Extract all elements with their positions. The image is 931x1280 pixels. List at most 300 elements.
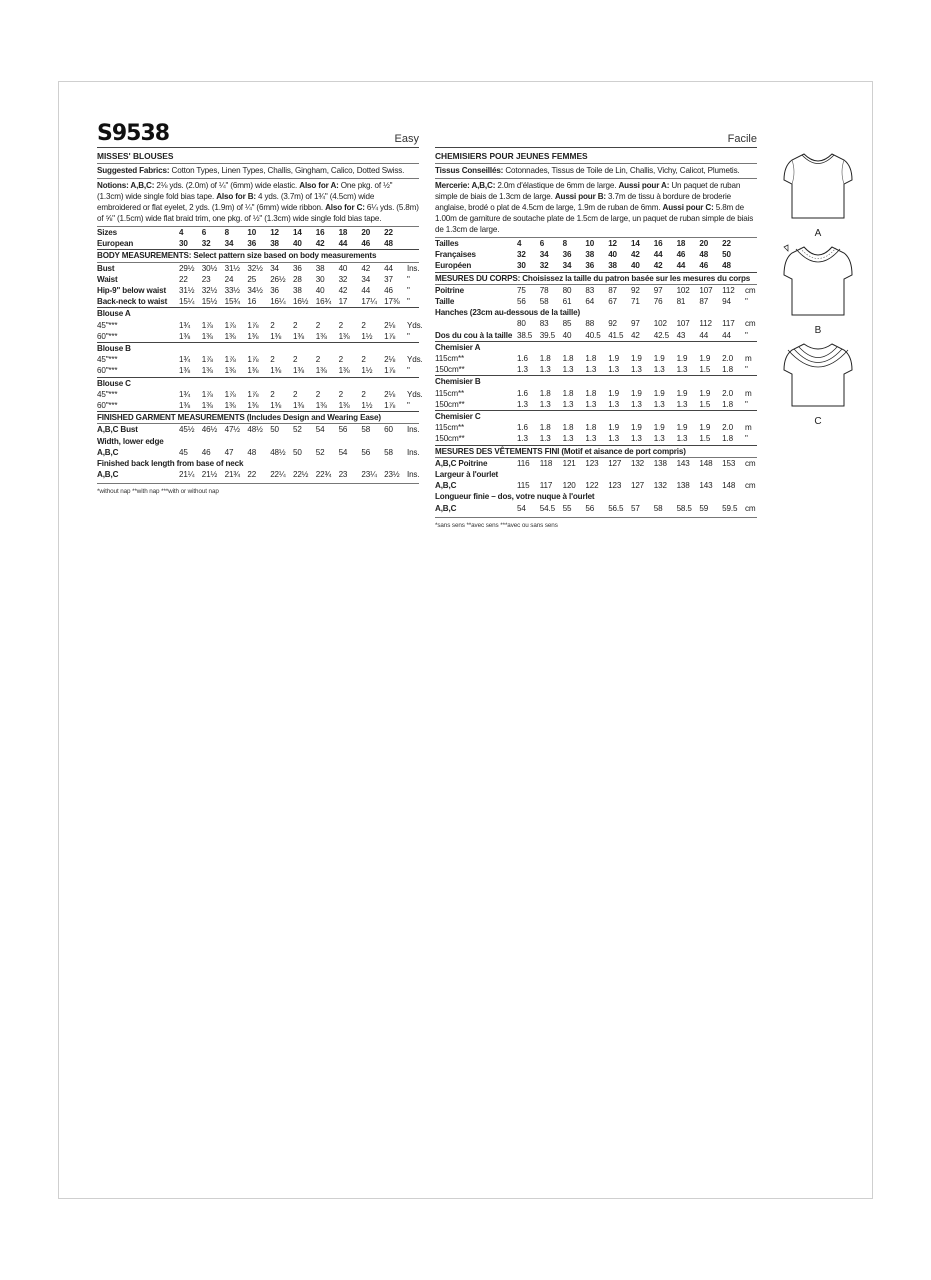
- unit-cell: ": [407, 400, 419, 412]
- table-cell: 1.3: [585, 399, 608, 411]
- table-cell: 67: [608, 297, 617, 307]
- pattern-title-fr: CHEMISIERS POUR JEUNES FEMMES: [435, 148, 757, 164]
- table-cell: 61: [562, 297, 572, 307]
- table-cell: 34: [270, 263, 279, 273]
- row-label: A,B,C Poitrine: [435, 458, 488, 468]
- table-cell: 48: [384, 238, 407, 250]
- table-row: [97, 320, 419, 331]
- table-cell: 1⅞: [224, 389, 236, 399]
- table-cell: 80: [562, 285, 572, 295]
- table-cell: 16: [247, 296, 270, 308]
- table-cell: 41.5: [608, 330, 631, 342]
- table-cell: 18: [338, 228, 348, 237]
- table-cell: 2: [361, 320, 366, 330]
- table-cell: 2: [361, 355, 366, 365]
- measurement-table: [435, 238, 757, 514]
- table-cell: 1.9: [699, 423, 711, 433]
- table-cell: 97: [630, 319, 640, 329]
- row-label: 45"***: [97, 355, 118, 365]
- table-cell: 2⅛: [384, 355, 396, 365]
- table-cell: 46: [699, 260, 722, 272]
- table-cell: 44: [653, 250, 663, 260]
- row-label: A,B,C: [435, 481, 457, 491]
- table-cell: 1.9: [676, 354, 688, 364]
- table-cell: 94: [722, 297, 731, 307]
- row-label: Françaises: [435, 250, 476, 260]
- table-cell: 43: [677, 330, 700, 342]
- table-cell: 14: [292, 228, 302, 237]
- section-heading: BODY MEASUREMENTS: Select pattern size based on body measurements: [97, 250, 419, 262]
- table-cell: 1½: [361, 400, 384, 412]
- table-cell: 1.9: [608, 388, 619, 398]
- table-cell: 1.3: [677, 433, 700, 445]
- table-cell: 1⅞: [384, 400, 407, 412]
- table-cell: 1.9: [608, 423, 619, 433]
- table-cell: 56: [585, 503, 595, 513]
- table-cell: 78: [539, 285, 549, 295]
- table-row: [435, 364, 757, 376]
- row-label: 60"***: [97, 331, 179, 343]
- unit-cell: [407, 227, 419, 238]
- table-cell: 148: [722, 481, 736, 491]
- table-cell: 10: [247, 228, 257, 237]
- table-cell: 44: [339, 238, 362, 250]
- table-cell: 36: [247, 238, 270, 250]
- table-cell: 32½: [201, 286, 218, 296]
- section-heading: Largeur à l'ourlet: [435, 470, 499, 480]
- unit-cell: Ins.: [406, 447, 420, 457]
- table-cell: 1⅜: [179, 365, 202, 377]
- row-label: Européen: [435, 260, 517, 272]
- table-cell: 1⅞: [201, 389, 213, 399]
- table-cell: 1.3: [585, 364, 608, 376]
- table-cell: 1.3: [563, 399, 586, 411]
- view-c: [782, 340, 854, 427]
- table-row: [97, 296, 419, 308]
- table-cell: 107: [699, 285, 713, 295]
- table-cell: 4: [179, 228, 184, 237]
- table-cell: 22: [722, 239, 731, 248]
- table-cell: 16: [315, 228, 325, 237]
- section-heading: Blouse C: [97, 378, 131, 388]
- table-cell: 15¼: [179, 296, 202, 308]
- table-cell: 30: [315, 274, 325, 284]
- table-cell: 107: [676, 319, 690, 329]
- table-cell: 1⅜: [339, 365, 362, 377]
- table-cell: 1⅞: [247, 320, 259, 330]
- table-cell: 47: [224, 447, 234, 457]
- view-a-label: A: [814, 228, 822, 239]
- table-cell: 32: [540, 260, 563, 272]
- table-row: [97, 274, 419, 285]
- section-heading: Chemisier C: [435, 412, 481, 422]
- table-cell: 2⅛: [384, 389, 396, 399]
- row-label: 60"***: [97, 400, 179, 412]
- table-cell: 1.6: [517, 354, 528, 364]
- table-cell: 1⅞: [384, 365, 407, 377]
- table-cell: 117: [722, 319, 735, 329]
- table-cell: 1.8: [562, 423, 574, 433]
- table-cell: 1⅜: [179, 331, 202, 343]
- table-cell: 143: [676, 458, 690, 468]
- table-cell: 6: [201, 228, 207, 237]
- table-cell: 1.3: [631, 433, 654, 445]
- blouse-b-sketch-icon: [782, 241, 854, 319]
- table-cell: 81: [676, 297, 686, 307]
- table-cell: 1⅜: [339, 331, 362, 343]
- table-cell: 1⅜: [270, 400, 293, 412]
- table-cell: 4: [517, 239, 522, 248]
- unit-cell: Yds.: [406, 355, 423, 365]
- table-cell: 1⅜: [202, 400, 225, 412]
- table-cell: 36: [292, 263, 302, 273]
- row-label: 60"***: [97, 365, 179, 377]
- table-row: [435, 353, 757, 364]
- measurement-tables-fr: [435, 238, 757, 514]
- unit-cell: [745, 249, 757, 260]
- difficulty-level-fr: Facile: [727, 133, 757, 145]
- table-cell: 1.3: [540, 364, 563, 376]
- table-cell: 1.8: [585, 388, 597, 398]
- table-cell: 31½: [179, 286, 195, 296]
- table-cell: 34: [225, 238, 248, 250]
- unit-cell: ": [406, 274, 410, 284]
- table-row: [97, 424, 419, 436]
- table-cell: 34: [361, 274, 371, 284]
- section-heading-row: [97, 458, 419, 469]
- row-label: 150cm**: [435, 399, 517, 411]
- table-cell: 1.3: [540, 433, 563, 445]
- table-cell: 46: [384, 286, 393, 296]
- table-cell: 12: [608, 239, 617, 248]
- table-cell: 46: [361, 238, 384, 250]
- table-cell: 26½: [270, 274, 286, 284]
- section-heading: Finished back length from base of neck: [97, 459, 244, 469]
- table-row: [435, 422, 757, 433]
- view-b-label: B: [814, 325, 822, 336]
- table-cell: 22: [247, 470, 257, 480]
- table-cell: 46½: [201, 425, 218, 435]
- unit-cell: cm: [744, 458, 756, 468]
- unit-cell: Ins.: [406, 470, 420, 480]
- table-row: [97, 447, 419, 458]
- table-cell: 40: [608, 250, 617, 260]
- table-cell: 17¼: [361, 296, 384, 308]
- table-cell: 1¾: [179, 355, 190, 365]
- table-cell: 1⅞: [201, 320, 213, 330]
- table-cell: 36: [585, 260, 608, 272]
- table-cell: 1.3: [540, 399, 563, 411]
- row-label: A,B,C: [435, 503, 457, 513]
- table-cell: 1⅜: [247, 331, 270, 343]
- table-cell: 132: [653, 481, 667, 491]
- table-cell: 38: [315, 263, 325, 273]
- table-cell: 121: [562, 458, 576, 468]
- table-cell: 24: [224, 274, 234, 284]
- table-cell: 20: [361, 228, 371, 237]
- table-row: [97, 400, 419, 412]
- table-cell: 92: [630, 285, 640, 295]
- table-cell: 83: [539, 319, 549, 329]
- table-row: [97, 262, 419, 274]
- table-cell: 57: [630, 503, 640, 513]
- table-cell: 1⅞: [247, 389, 259, 399]
- section-heading-row: [97, 377, 419, 389]
- table-cell: 23¼: [361, 470, 377, 480]
- table-row: [435, 296, 757, 307]
- table-cell: 18: [676, 239, 686, 248]
- table-cell: 2.0: [722, 423, 733, 433]
- table-cell: 1⅜: [316, 331, 339, 343]
- table-cell: 2: [270, 389, 275, 399]
- table-cell: 17: [339, 296, 362, 308]
- table-cell: 22½: [292, 470, 309, 480]
- table-cell: 1⅞: [224, 355, 236, 365]
- table-cell: 1.9: [653, 388, 665, 398]
- table-cell: 1⅞: [384, 331, 407, 343]
- table-cell: 127: [630, 481, 645, 491]
- section-heading-row: [97, 412, 419, 424]
- table-row: [435, 399, 757, 411]
- table-cell: 46: [201, 447, 211, 457]
- table-cell: 1⅜: [247, 365, 270, 377]
- table-cell: 87: [699, 297, 709, 307]
- table-cell: 59: [699, 503, 709, 513]
- section-heading-row: [97, 250, 419, 262]
- unit-cell: Yds.: [406, 389, 423, 399]
- table-cell: 32: [517, 250, 526, 260]
- table-cell: 48: [247, 447, 257, 457]
- table-cell: 39.5: [540, 330, 563, 342]
- table-cell: 54: [338, 447, 348, 457]
- table-cell: 22: [179, 274, 188, 284]
- row-label: 115cm**: [435, 423, 464, 433]
- unit-cell: m: [744, 388, 752, 398]
- table-cell: 2: [338, 320, 343, 330]
- row-label: Back-neck to waist: [97, 296, 179, 308]
- table-cell: 2: [338, 389, 343, 399]
- row-label: 150cm**: [435, 364, 517, 376]
- table-cell: 56: [361, 447, 371, 457]
- table-cell: 1⅞: [224, 320, 236, 330]
- table-cell: 33½: [224, 286, 240, 296]
- table-cell: 1.9: [699, 354, 711, 364]
- table-cell: 40.5: [585, 330, 608, 342]
- row-label: A,B,C: [97, 447, 119, 457]
- unit-cell: cm: [744, 503, 756, 513]
- table-cell: 1.9: [653, 354, 665, 364]
- table-cell: 1.6: [517, 388, 528, 398]
- table-cell: 87: [608, 285, 617, 295]
- table-cell: 1.9: [676, 388, 688, 398]
- table-cell: 40: [293, 238, 316, 250]
- table-row: [97, 285, 419, 296]
- table-cell: 1⅜: [225, 365, 248, 377]
- table-cell: 1⅜: [339, 400, 362, 412]
- table-cell: 2: [315, 355, 321, 365]
- table-cell: 22¾: [315, 470, 332, 480]
- table-cell: 1⅜: [293, 400, 316, 412]
- table-row: [435, 249, 757, 260]
- pattern-title: MISSES' BLOUSES: [97, 148, 419, 164]
- unit-cell: ": [407, 296, 419, 308]
- table-cell: 40: [631, 260, 654, 272]
- table-cell: 44: [699, 330, 722, 342]
- table-cell: 55: [562, 503, 572, 513]
- table-cell: 52: [315, 447, 325, 457]
- table-row: [435, 318, 757, 329]
- unit-cell: m: [744, 354, 752, 364]
- unit-cell: [745, 260, 757, 272]
- table-row: [97, 227, 419, 238]
- notions: Notions: A,B,C: 2⅛ yds. (2.0m) of ¼" (6mm) wide elastic. Also for A: One pkg. of ½" (1.3cm) wide single fold bias tape. Also for B: 4 yds. (3.7m) of 1¾" (4.5cm) wide embroidered or flat eyelet, 2 yds. (1.9m) of ¼" (6mm) wide ribbon. Also for C: 6¼ yds. (5.8m) of ⅝" (1.5cm) wide flat braid trim, one pkg. of ½" (1.3cm) wide single fold bias tape.: [97, 179, 419, 227]
- table-cell: 1.9: [699, 388, 711, 398]
- view-sketches: [782, 150, 854, 427]
- table-cell: 38: [608, 260, 631, 272]
- table-cell: 40: [563, 330, 586, 342]
- table-cell: 58: [653, 503, 663, 513]
- table-cell: 42: [631, 330, 654, 342]
- row-label: Hip-9" below waist: [97, 286, 167, 296]
- table-cell: 15¾: [225, 296, 248, 308]
- section-heading: FINISHED GARMENT MEASUREMENTS (Includes Design and Wearing Ease): [97, 412, 419, 424]
- table-cell: 1⅜: [247, 400, 270, 412]
- table-cell: 42: [361, 263, 371, 273]
- table-cell: 58: [361, 425, 371, 435]
- table-cell: 1⅜: [270, 331, 293, 343]
- unit-cell: ": [745, 330, 757, 342]
- table-cell: 2: [270, 355, 275, 365]
- table-cell: 1.9: [653, 423, 665, 433]
- table-cell: 2: [338, 355, 343, 365]
- suggested-fabrics-fr: Tissus Conseillés: Cotonnades, Tissus de Toile de Lin, Challis, Vichy, Calicot, Plumetis.: [435, 164, 757, 179]
- table-cell: 97: [653, 285, 663, 295]
- table-cell: 44: [677, 260, 700, 272]
- table-cell: 58: [384, 447, 393, 457]
- table-cell: 1.3: [631, 399, 654, 411]
- row-label: Poitrine: [435, 285, 464, 295]
- table-cell: 2.0: [722, 354, 733, 364]
- table-cell: 22: [384, 228, 393, 237]
- table-cell: 23: [338, 470, 348, 480]
- table-cell: 1.9: [630, 388, 642, 398]
- table-cell: 47½: [224, 425, 240, 435]
- table-cell: 143: [699, 481, 713, 491]
- section-heading-row: [435, 307, 757, 318]
- table-cell: 38: [270, 238, 293, 250]
- table-cell: 1.3: [563, 433, 586, 445]
- table-cell: 1½: [361, 365, 384, 377]
- unit-cell: m: [744, 423, 752, 433]
- table-cell: 2: [292, 320, 298, 330]
- row-label: Dos du cou à la taille: [435, 330, 517, 342]
- table-cell: 1.8: [562, 388, 574, 398]
- table-cell: 1.9: [608, 354, 619, 364]
- table-cell: 34½: [247, 286, 263, 296]
- table-cell: 21¾: [224, 470, 240, 480]
- view-a: [782, 150, 854, 239]
- table-cell: 16½: [293, 296, 316, 308]
- table-row: [97, 365, 419, 377]
- table-row: [435, 433, 757, 445]
- table-cell: 1.3: [517, 433, 540, 445]
- table-cell: 17⅜: [384, 296, 407, 308]
- table-cell: 1.5: [699, 399, 722, 411]
- table-cell: 75: [517, 285, 526, 295]
- table-cell: 48: [699, 250, 709, 260]
- table-cell: 44: [384, 263, 393, 273]
- section-heading: MESURES DES VÊTEMENTS FINI (Motif et aisance de port compris): [435, 445, 757, 457]
- unit-cell: ": [744, 297, 748, 307]
- table-cell: 112: [699, 319, 712, 329]
- unit-cell: Ins.: [406, 263, 420, 273]
- table-cell: 1.8: [585, 354, 597, 364]
- table-cell: 102: [676, 285, 690, 295]
- table-cell: 1.3: [585, 433, 608, 445]
- unit-cell: ": [745, 433, 757, 445]
- table-row: [435, 503, 757, 514]
- table-cell: 2: [315, 320, 321, 330]
- table-cell: 34: [539, 250, 549, 260]
- table-cell: 148: [699, 458, 713, 468]
- table-cell: 42: [338, 286, 348, 296]
- row-label: European: [97, 238, 179, 250]
- table-cell: 153: [722, 458, 736, 468]
- table-cell: 50: [270, 425, 279, 435]
- table-cell: 30½: [201, 263, 218, 273]
- table-cell: 117: [539, 481, 553, 491]
- table-cell: 2⅛: [384, 320, 396, 330]
- english-column: [97, 121, 423, 496]
- table-cell: 40: [338, 263, 348, 273]
- table-cell: 1.8: [562, 354, 574, 364]
- table-cell: 29½: [179, 263, 195, 273]
- table-cell: 32: [202, 238, 225, 250]
- table-cell: 46: [676, 250, 686, 260]
- table-cell: 122: [585, 481, 599, 491]
- table-cell: 14: [630, 239, 640, 248]
- unit-cell: cm: [744, 481, 756, 491]
- table-cell: 1.8: [722, 399, 745, 411]
- row-label: Tailles: [435, 239, 459, 248]
- table-row: [97, 469, 419, 480]
- table-cell: 8: [224, 228, 229, 237]
- table-row: [97, 331, 419, 343]
- table-cell: 40: [315, 286, 325, 296]
- table-cell: 42.5: [654, 330, 677, 342]
- table-cell: 42: [654, 260, 677, 272]
- table-row: [435, 330, 757, 342]
- table-cell: 36: [270, 286, 279, 296]
- table-cell: 1.3: [677, 399, 700, 411]
- table-cell: 21½: [201, 470, 218, 480]
- row-label: 45"***: [97, 320, 118, 330]
- section-heading-row: [435, 376, 757, 388]
- table-cell: 123: [585, 458, 599, 468]
- unit-cell: ": [407, 365, 419, 377]
- table-cell: 1⅞: [201, 355, 213, 365]
- table-cell: 32: [338, 274, 348, 284]
- section-heading-row: [435, 491, 757, 502]
- table-row: [97, 238, 419, 250]
- notions-fr: Mercerie: A,B,C: 2.0m d'élastique de 6mm de large. Aussi pour A: Un paquet de ruban simple de biais de 1.3cm de large. Aussi pour B: 3.7m de tissu à bordure de broderie anglaise, brodé o plat de 4.5cm de large, 1.9m de ruban de 6mm. Aussi pour C: 5.8m de 1.00m de garniture de soutache plate de 1.5cm de large, un paquet de ruban simple de biais de 1.3cm de large.: [435, 179, 757, 238]
- table-cell: 1.3: [517, 364, 540, 376]
- table-cell: 112: [722, 285, 735, 295]
- section-heading-row: [97, 308, 419, 320]
- table-cell: 1.3: [677, 364, 700, 376]
- table-cell: 83: [585, 285, 595, 295]
- row-label: 115cm**: [435, 354, 464, 364]
